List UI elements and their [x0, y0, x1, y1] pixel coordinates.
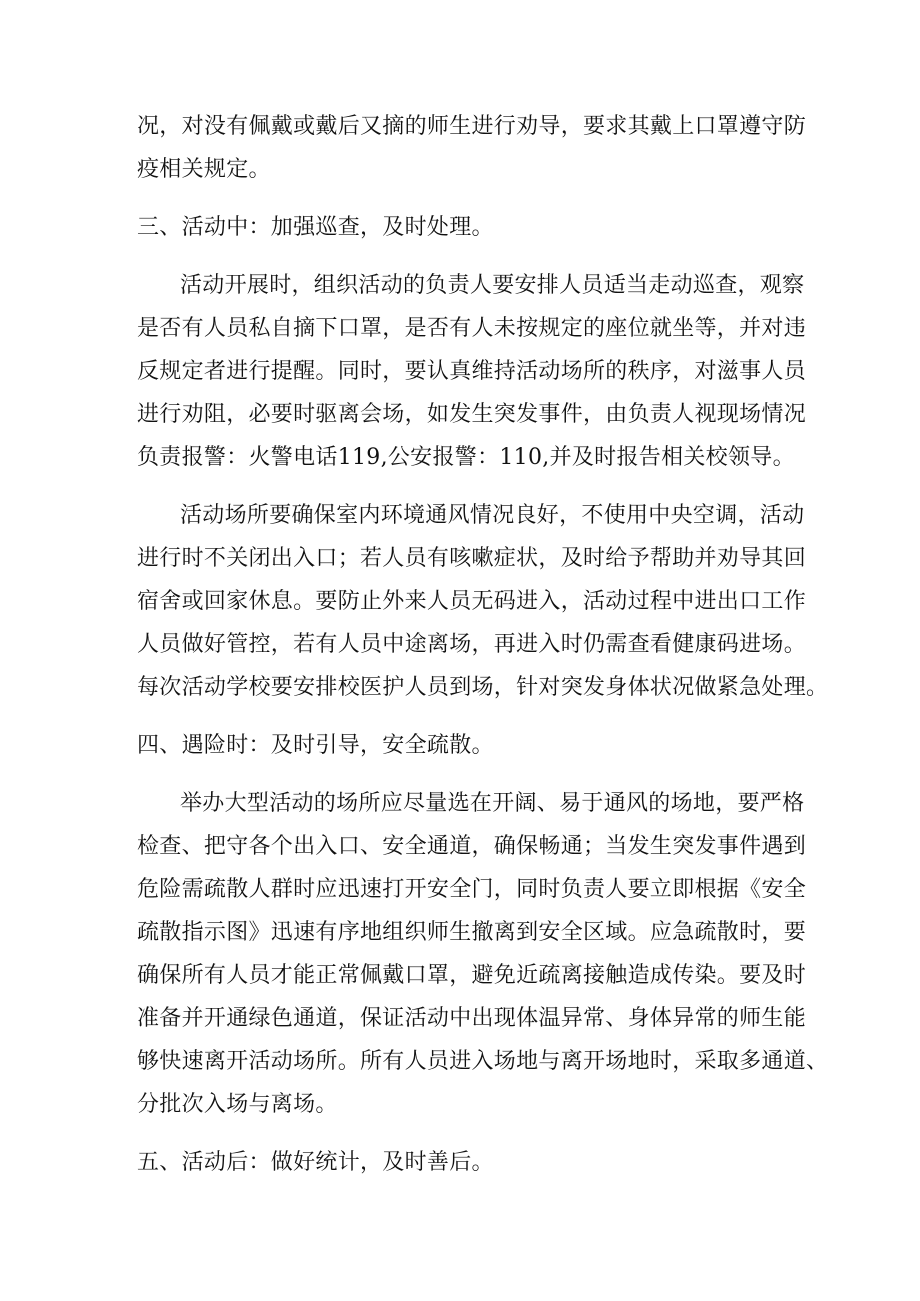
text-line: 危险需疏散人群时应迅速打开安全门，同时负责人要立即根据《安全 [137, 877, 807, 902]
text-line: 反规定者进行提醒。同时，要认真维持活动场所的秩序，对滋事人员 [137, 359, 807, 384]
text-line: 活动开展时，组织活动的负责人要安排人员适当走动巡查，观察 [180, 273, 805, 298]
text-line: 每次活动学校要安排校医护人员到场，针对突发身体状况做紧急处理。 [137, 675, 829, 700]
text-line: 活动场所要确保室内环境通风情况良好，不使用中央空调，活动 [180, 503, 805, 528]
text-line: 确保所有人员才能正常佩戴口罩，避免近疏离接触造成传染。要及时 [137, 963, 807, 988]
text-line: 检查、把守各个出入口、安全通道，确保畅通；当发生突发事件遇到 [137, 834, 807, 859]
text-line: 人员做好管控，若有人员中途离场，再进入时仍需查看健康码进场。 [137, 632, 807, 657]
text-line: 进行劝阻，必要时驱离会场，如发生突发事件，由负责人视现场情况 [137, 402, 807, 427]
text-line: 够快速离开活动场所。所有人员进入场地与离开场地时，采取多通道、 [137, 1049, 829, 1074]
text-line: 宿舍或回家休息。要防止外来人员无码进入，活动过程中进出口工作 [137, 589, 807, 614]
text-line: 疏散指示图》迅速有序地组织师生撤离到安全区域。应急疏散时，要 [137, 920, 807, 945]
text-line: 分批次入场与离场。 [137, 1092, 338, 1117]
text-line: 况，对没有佩戴或戴后又摘的师生进行劝导，要求其戴上口罩遵守防 [137, 114, 807, 139]
section-heading: 四、遇险时：及时引导，安全疏散。 [137, 733, 494, 758]
section-heading: 三、活动中：加强巡查，及时处理。 [137, 215, 494, 240]
text-line: 举办大型活动的场所应尽量选在开阔、易于通风的场地，要严格 [180, 791, 805, 816]
text-line: 准备并开通绿色通道，保证活动中出现体温异常、身体异常的师生能 [137, 1006, 807, 1031]
text-line: 疫相关规定。 [137, 157, 271, 182]
text-line: 是否有人员私自摘下口罩，是否有人未按规定的座位就坐等，并对违 [137, 316, 807, 341]
text-line: 进行时不关闭出入口；若人员有咳嗽症状，及时给予帮助并劝导其回 [137, 546, 807, 571]
text-line: 负责报警：火警电话119,公安报警：110,并及时报告相关校领导。 [137, 445, 795, 470]
section-heading: 五、活动后：做好统计，及时善后。 [137, 1150, 494, 1175]
